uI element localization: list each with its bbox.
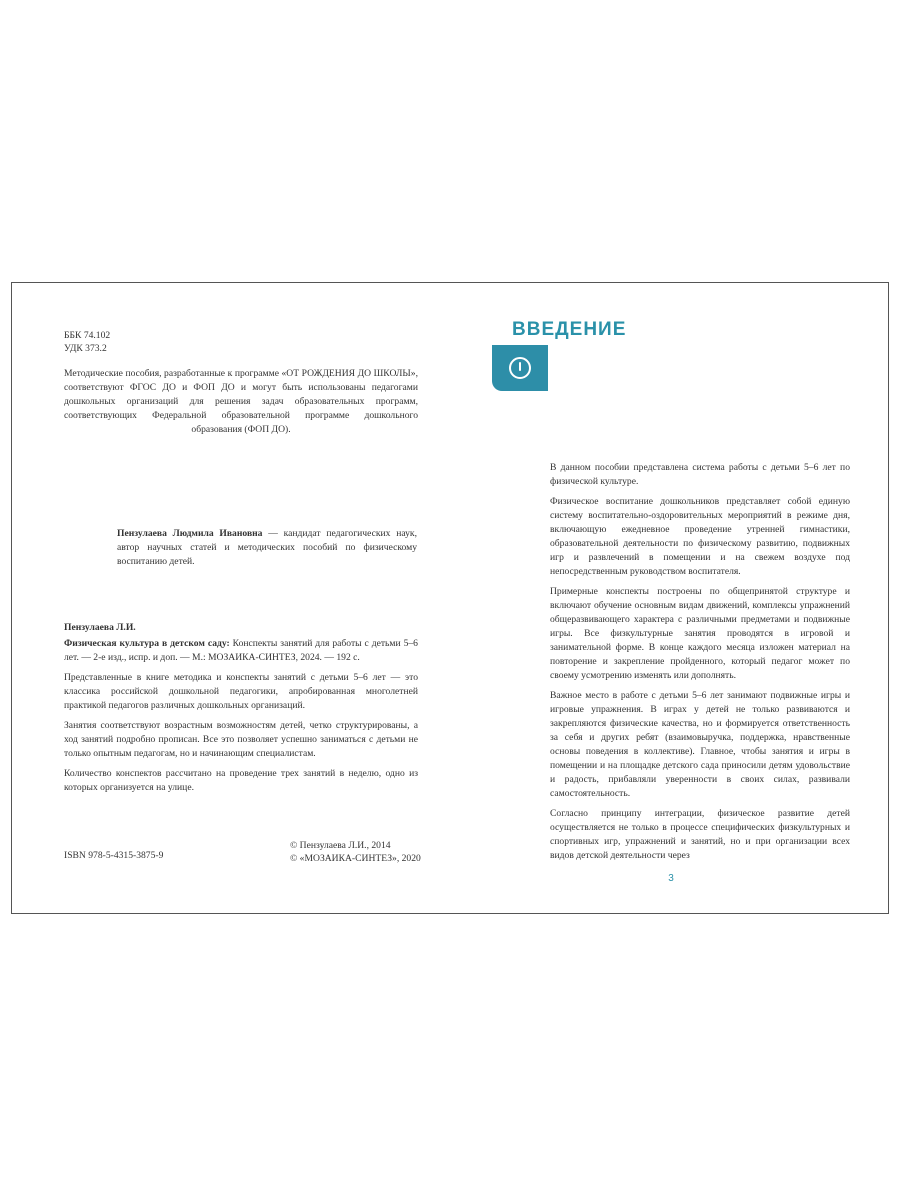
book-spread <box>11 282 889 914</box>
biblio-details: Конспекты занятий для работы с детьми 5–6 лет. — 2-е изд., испр. и доп. — М.: МОЗАИКА-СИНТЕЗ, 2024. — 192 с. <box>64 638 418 663</box>
udk-code: УДК 373.2 <box>64 343 107 354</box>
body-paragraph: Примерные конспекты построены по общепринятой структуре и включают обучение основным видам движений, комплексы упражнений общеразвивающего характера с различными предметами и подвижные игры. Все физкультурные занятия проводятся в игровой и занимательной форме. В конце каждого месяца изложен материал на повторение и закрепление пройденного, который педагог может по своему усмотрению изменять или дополнять. <box>550 586 850 681</box>
biblio-description <box>64 637 418 665</box>
author-description: — кандидат педагогических наук, автор научных статей и методических пособий по физическому воспитанию детей. <box>117 528 417 567</box>
author-note <box>117 527 417 569</box>
bibliographic-record <box>64 621 418 795</box>
page-number: 3 <box>668 873 674 884</box>
right-page <box>451 283 890 913</box>
copyright-block <box>290 839 421 865</box>
author-name: Пензулаева Людмила Ивановна <box>117 528 263 539</box>
left-page <box>12 283 451 913</box>
biblio-author: Пензулаева Л.И. <box>64 622 136 633</box>
intro-body <box>550 461 850 869</box>
program-note: Методические пособия, разработанные к программе «ОТ РОЖДЕНИЯ ДО ШКОЛЫ», соответствуют ФГОС ДО и ФОП ДО и могут быть использованы педагогами дошкольных организаций для решения задач образовательных программ, соответствующих Федеральной образовательной программе дошкольного образования (ФОП ДО). <box>64 368 418 435</box>
annotation-paragraph: Занятия соответствуют возрастным возможностям детей, четко структурированы, а ход занятий подробно прописан. Все это позволяет успешно заниматься с детьми не только опытным педагогам, но и начинающим специалистам. <box>64 720 418 759</box>
bbk-code: ББК 74.102 <box>64 330 111 341</box>
chapter-marker <box>492 345 548 391</box>
biblio-title: Физическая культура в детском саду: <box>64 638 230 649</box>
copyright-author: © Пензулаева Л.И., 2014 <box>290 840 391 851</box>
classification-codes <box>64 329 264 355</box>
isbn: ISBN 978-5-4315-3875-9 <box>64 850 164 861</box>
annotation-paragraph: Количество конспектов рассчитано на проведение трех занятий в неделю, одно из которых организуется на улице. <box>64 768 418 793</box>
power-icon <box>507 355 533 381</box>
body-paragraph: Физическое воспитание дошкольников представляет собой единую систему воспитательно-оздоровительных мероприятий в режиме дня, включающую ежедневное проведение утренней гимнастики, образовательной деятельности по физическому развитию, подвижных игр и развлечений в помещении и на свежем воздухе под непосредственным руководством воспитателя. <box>550 496 850 577</box>
body-paragraph: Согласно принципу интеграции, физическое развитие детей осуществляется не только в процессе специфических физкультурных и спортивных игр, упражнений и занятий, но и при организации всех видов детской деятельности через <box>550 808 850 861</box>
chapter-title: ВВЕДЕНИЕ <box>512 319 627 340</box>
body-paragraph: Важное место в работе с детьми 5–6 лет занимают подвижные игры и игровые упражнения. В играх у детей не только развиваются и закрепляются физические качества, но и формируется ответственность за себя и других ребят (взаимовыручка, поддержка, нравственные основы поведения в коллективе). Главное, чтобы занятия и игры в помещении и на площадке детского сада приносили детям удовольствие и радость, прибавляли уверенности в своих силах, развивали самостоятельность. <box>550 690 850 799</box>
body-paragraph: В данном пособии представлена система работы с детьми 5–6 лет по физической культуре. <box>550 462 850 487</box>
annotation-paragraph: Представленные в книге методика и конспекты занятий с детьми 5–6 лет — это классика российской дошкольной педагогики, апробированная многолетней практикой педагогов различных дошкольных организаций. <box>64 672 418 711</box>
copyright-publisher: © «МОЗАИКА-СИНТЕЗ», 2020 <box>290 853 421 864</box>
